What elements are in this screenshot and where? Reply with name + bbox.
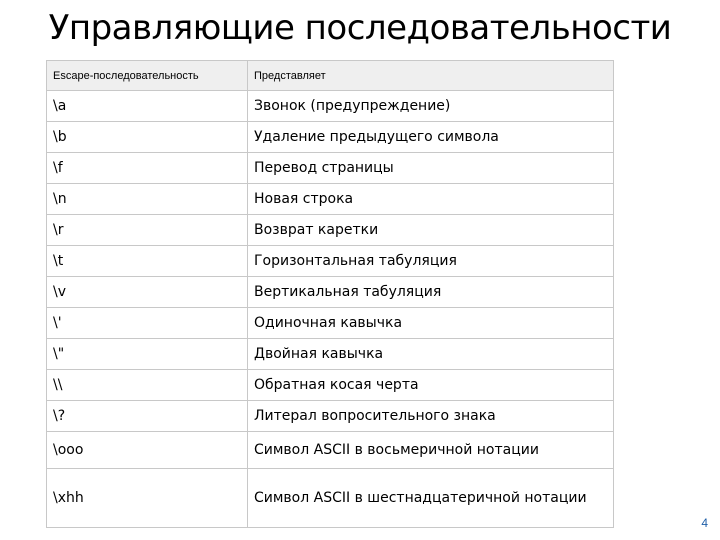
sequence-cell: \n — [47, 184, 248, 215]
table-row — [47, 308, 614, 339]
meaning-cell: Новая строка — [248, 184, 614, 215]
table-row — [47, 277, 614, 308]
sequence-cell: \? — [47, 401, 248, 432]
sequence-cell: \a — [47, 91, 248, 122]
meaning-cell: Одиночная кавычка — [248, 308, 614, 339]
table-header-row — [47, 61, 614, 91]
table-row — [47, 122, 614, 153]
meaning-cell: Двойная кавычка — [248, 339, 614, 370]
sequence-cell: \ooo — [47, 432, 248, 469]
sequence-cell: \f — [47, 153, 248, 184]
meaning-cell: Символ ASCII в шестнадцатеричной нотации — [248, 469, 614, 528]
table-row — [47, 91, 614, 122]
sequence-cell: \' — [47, 308, 248, 339]
meaning-cell: Горизонтальная табуляция — [248, 246, 614, 277]
meaning-cell: Возврат каретки — [248, 215, 614, 246]
sequence-cell: \xhh — [47, 469, 248, 528]
table-row — [47, 432, 614, 469]
column-header-meaning: Представляет — [248, 61, 614, 91]
meaning-cell: Обратная косая черта — [248, 370, 614, 401]
sequence-cell: \v — [47, 277, 248, 308]
table-row — [47, 370, 614, 401]
sequence-cell: \t — [47, 246, 248, 277]
table-row — [47, 401, 614, 432]
sequence-cell: \" — [47, 339, 248, 370]
column-header-sequence: Escape-последовательность — [47, 61, 248, 91]
table-row — [47, 246, 614, 277]
table-row — [47, 215, 614, 246]
meaning-cell: Удаление предыдущего символа — [248, 122, 614, 153]
meaning-cell: Литерал вопросительного знака — [248, 401, 614, 432]
sequence-cell: \b — [47, 122, 248, 153]
meaning-cell: Перевод страницы — [248, 153, 614, 184]
escape-sequence-table — [46, 60, 614, 528]
table-row — [47, 469, 614, 528]
table-row — [47, 153, 614, 184]
meaning-cell: Вертикальная табуляция — [248, 277, 614, 308]
table-row — [47, 184, 614, 215]
slide-title: Управляющие последовательности — [48, 8, 672, 48]
table-row — [47, 339, 614, 370]
sequence-cell: \r — [47, 215, 248, 246]
meaning-cell: Символ ASCII в восьмеричной нотации — [248, 432, 614, 469]
sequence-cell: \\ — [47, 370, 248, 401]
meaning-cell: Звонок (предупреждение) — [248, 91, 614, 122]
page-number: 4 — [701, 516, 708, 530]
